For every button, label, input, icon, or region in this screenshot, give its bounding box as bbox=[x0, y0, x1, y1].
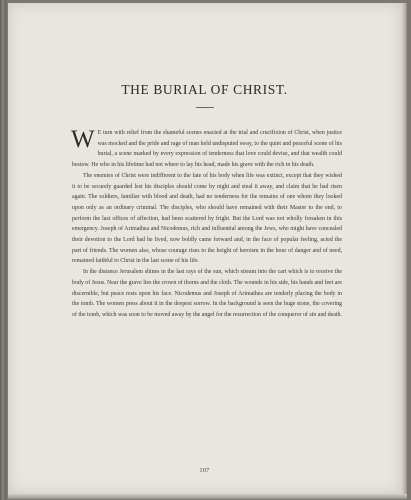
paragraph-3: In the distance Jerusalem shines in the last rays of the sun, which stream into the cart which is to receive the body of Jesus. Near the grave lies the crown of thorns and the cloth. The wounds in his side, his hands and feet are discernible, but peace rests upon his face. Nicodemus and Joseph of Arimathea are tenderly placing the body in the tomb. The women press about it in the deepest sorrow. In the background is seen the huge stone, the covering of the tomb, which was soon to be moved away by the angel for the resurrection of the conqueror of sin and death. bbox=[72, 269, 342, 318]
drop-cap: W bbox=[71, 126, 95, 153]
paragraph-1-text: E turn with relief from the shameful scenes enacted at the trial and crucifixion of Christ, when justice was mocked and the pride and rage of man held undisputed sway, to the quiet and peaceful scene of his burial, a scene marked by every expression of tenderness that love could devise, and that wealth could bestow. He who in his lifetime had not where to lay his head, made his grave with the rich in his death. bbox=[72, 130, 342, 169]
page bbox=[8, 3, 401, 494]
title-divider bbox=[196, 107, 214, 108]
page-edge-bottom bbox=[8, 494, 407, 500]
page-number: 107 bbox=[199, 468, 210, 474]
paragraph-1 bbox=[72, 128, 342, 171]
page-title: THE BURIAL OF CHRIST. bbox=[121, 82, 288, 97]
body-text bbox=[72, 128, 342, 321]
page-edge-right bbox=[401, 3, 407, 494]
paragraph-2: The enemies of Christ were indifferent to the fate of his body when life was extinct, except that they wished it to be securely guarded lest his disciples should come by night and steal it away, and claim that he had risen again. The soldiers, familiar with blood and death, had no tenderness for the remains of one whom they looked upon only as an ordinary criminal. The disciples, who should have remained with their Master to the end, to perform the last offices of affection, had been scattered by fright. But the Lord was not wholly forsaken in this emergency. Joseph of Arimathea and Nicodemus, rich and influential among the Jews, who might have concealed their devotion to the Lord had he lived, now boldly came forward and, in the face of popular feeling, acted the part of friends. The women also, whose courage rises to the height of heroism in the hour of danger and of need, remained faithful to Christ in the last scene of his life. bbox=[72, 172, 342, 265]
